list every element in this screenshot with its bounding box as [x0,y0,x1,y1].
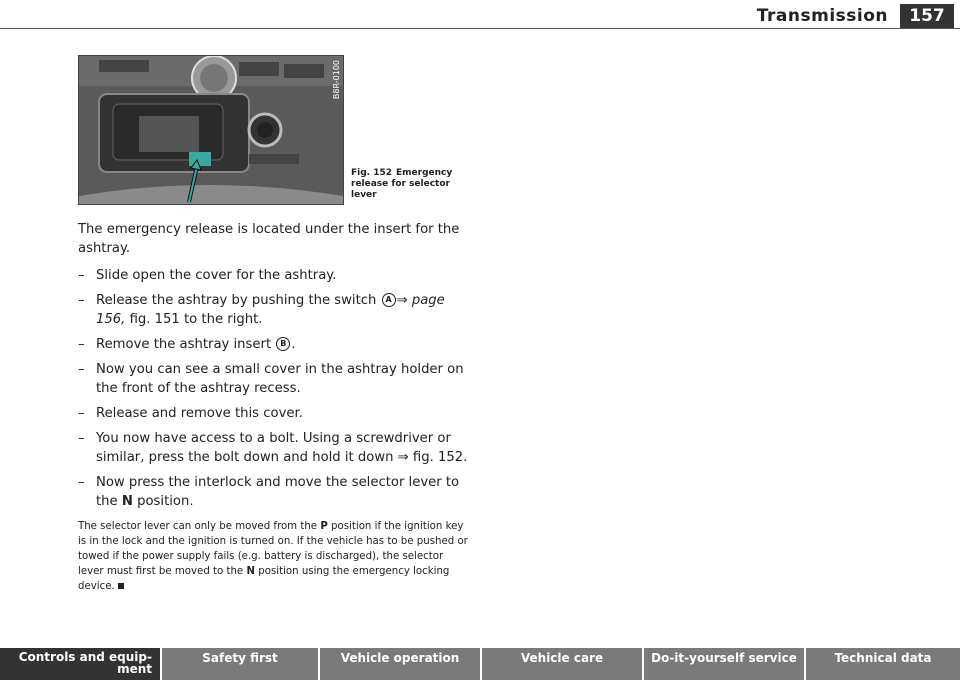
step-item: – Now you can see a small cover in the ashtray holder on the front of the ashtray recess. [78,362,464,396]
marker-a: A [382,293,396,307]
step-item: – Remove the ashtray insert B . [78,337,296,352]
tab-vehicle-care[interactable]: Vehicle care [482,648,642,680]
tab-technical-data[interactable]: Technical data [806,648,960,680]
figure-code: B8R-0100 [332,60,341,100]
footer-nav [0,648,960,680]
end-mark-icon [118,583,124,589]
section-title: Transmission [756,6,888,26]
page-reference-link[interactable]: page 156, [96,293,445,327]
step-item: – Release the ashtray by pushing the switch A ⇒ page 156, fig. 151 to the right. [78,293,445,327]
note-paragraph: The selector lever can only be moved from the P position if the ignition key is in the lock and the ignition is turned on. If the vehicle has to be pushed or towed if the power supply fails (e.g. battery is discharged), the selector lever must first be moved to the N position using the emergency locking device. [78,521,468,592]
figure-caption-text: Emergency release for selector lever [351,168,453,200]
step-item: – Slide open the cover for the ashtray. [78,268,337,283]
arrow-icon: ⇒ [396,293,408,308]
tab-controls-and-equipment[interactable]: Controls and equip- ment [0,648,160,680]
console-illustration [79,56,343,204]
tab-do-it-yourself-service[interactable]: Do-it-yourself service [644,648,804,680]
step-item: – You now have access to a bolt. Using a screwdriver or similar, press the bolt down and hold it down ⇒ fig. 152. [78,431,468,465]
step-item: – Now press the interlock and move the selector lever to the N position. [78,475,460,509]
figure-image [78,55,344,205]
step-item: – Release and remove this cover. [78,406,303,421]
figure-caption [351,168,461,201]
tab-safety-first[interactable]: Safety first [162,648,318,680]
body-text [78,220,468,594]
figure-label: Fig. 152 [351,168,393,178]
page-number: 157 [900,4,954,28]
intro-paragraph: The emergency release is located under the insert for the ashtray. [78,222,460,256]
marker-b: B [276,337,290,351]
header-rule [0,28,960,29]
steps-list [78,266,468,511]
tab-vehicle-operation[interactable]: Vehicle operation [320,648,480,680]
